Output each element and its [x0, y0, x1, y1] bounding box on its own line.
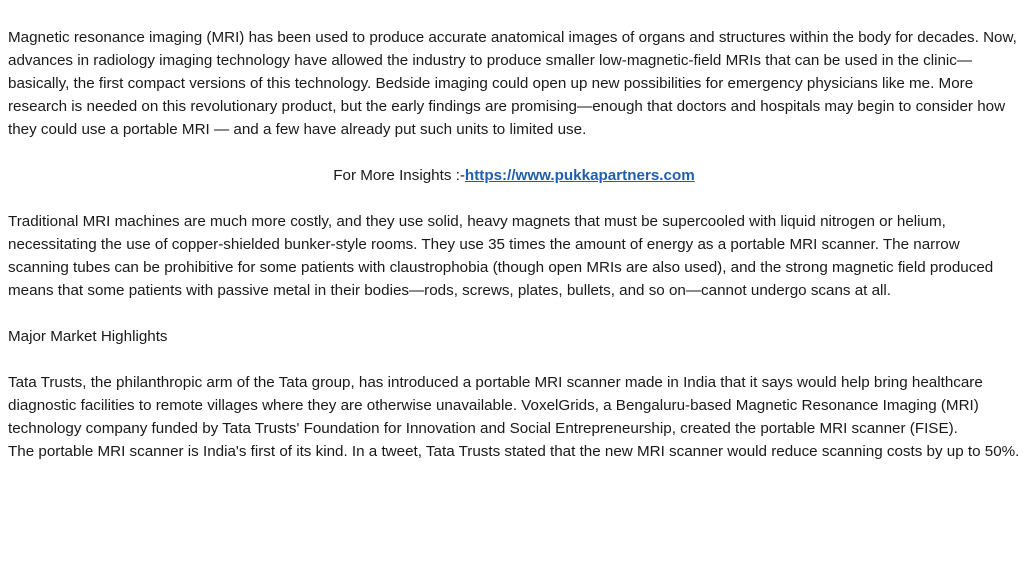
traditional-mri-paragraph: Traditional MRI machines are much more costly, and they use solid, heavy magnets that must be supercooled with liquid nitrogen or helium, necessitating the use of copper-shielded bunker-style rooms. They use 35 times the amount of energy as a portable MRI scanner. The narrow scanning tubes can be prohibitive for some patients with claustrophobia (though open MRIs are also used), and the strong magnetic field produced means that some patients with passive metal in their bodies—rods, screws, plates, bullets, and so on—cannot undergo scans at all.	[8, 213, 994, 299]
spacer	[8, 348, 1020, 371]
insights-line	[8, 164, 1020, 187]
tata-trusts-paragraph: Tata Trusts, the philanthropic arm of the Tata group, has introduced a portable MRI scanner made in India that it says would help bring healthcare diagnostic facilities to remote villages where they are otherwise unavailable. VoxelGrids, a Bengaluru-based Magnetic Resonance Imaging (MRI) technology company funded by Tata Trusts' Foundation for Innovation and Social Entrepreneurship, created the portable MRI scanner (FISE).	[8, 374, 983, 437]
spacer	[8, 302, 1020, 325]
portable-mri-paragraph: The portable MRI scanner is India's first of its kind. In a tweet, Tata Trusts stated that the new MRI scanner would reduce scanning costs by up to 50%.	[8, 443, 1020, 460]
insights-prefix: For More Insights :-	[333, 167, 465, 184]
spacer	[8, 187, 1020, 210]
section-heading: Major Market Highlights	[8, 328, 168, 345]
insights-link[interactable]: https://www.pukkapartners.com	[464, 167, 695, 184]
spacer	[8, 141, 1020, 164]
document-body	[8, 26, 1020, 463]
intro-paragraph: Magnetic resonance imaging (MRI) has been used to produce accurate anatomical images of organs and structures within the body for decades. Now, advances in radiology imaging technology have allowed the industry to produce smaller low-magnetic-field MRIs that can be used in the clinic—basically, the first compact versions of this technology. Bedside imaging could open up new possibilities for emergency physicians like me. More research is needed on this revolutionary product, but the early findings are promising—enough that doctors and hospitals may begin to consider how they could use a portable MRI — and a few have already put such units to limited use.	[8, 29, 1017, 138]
